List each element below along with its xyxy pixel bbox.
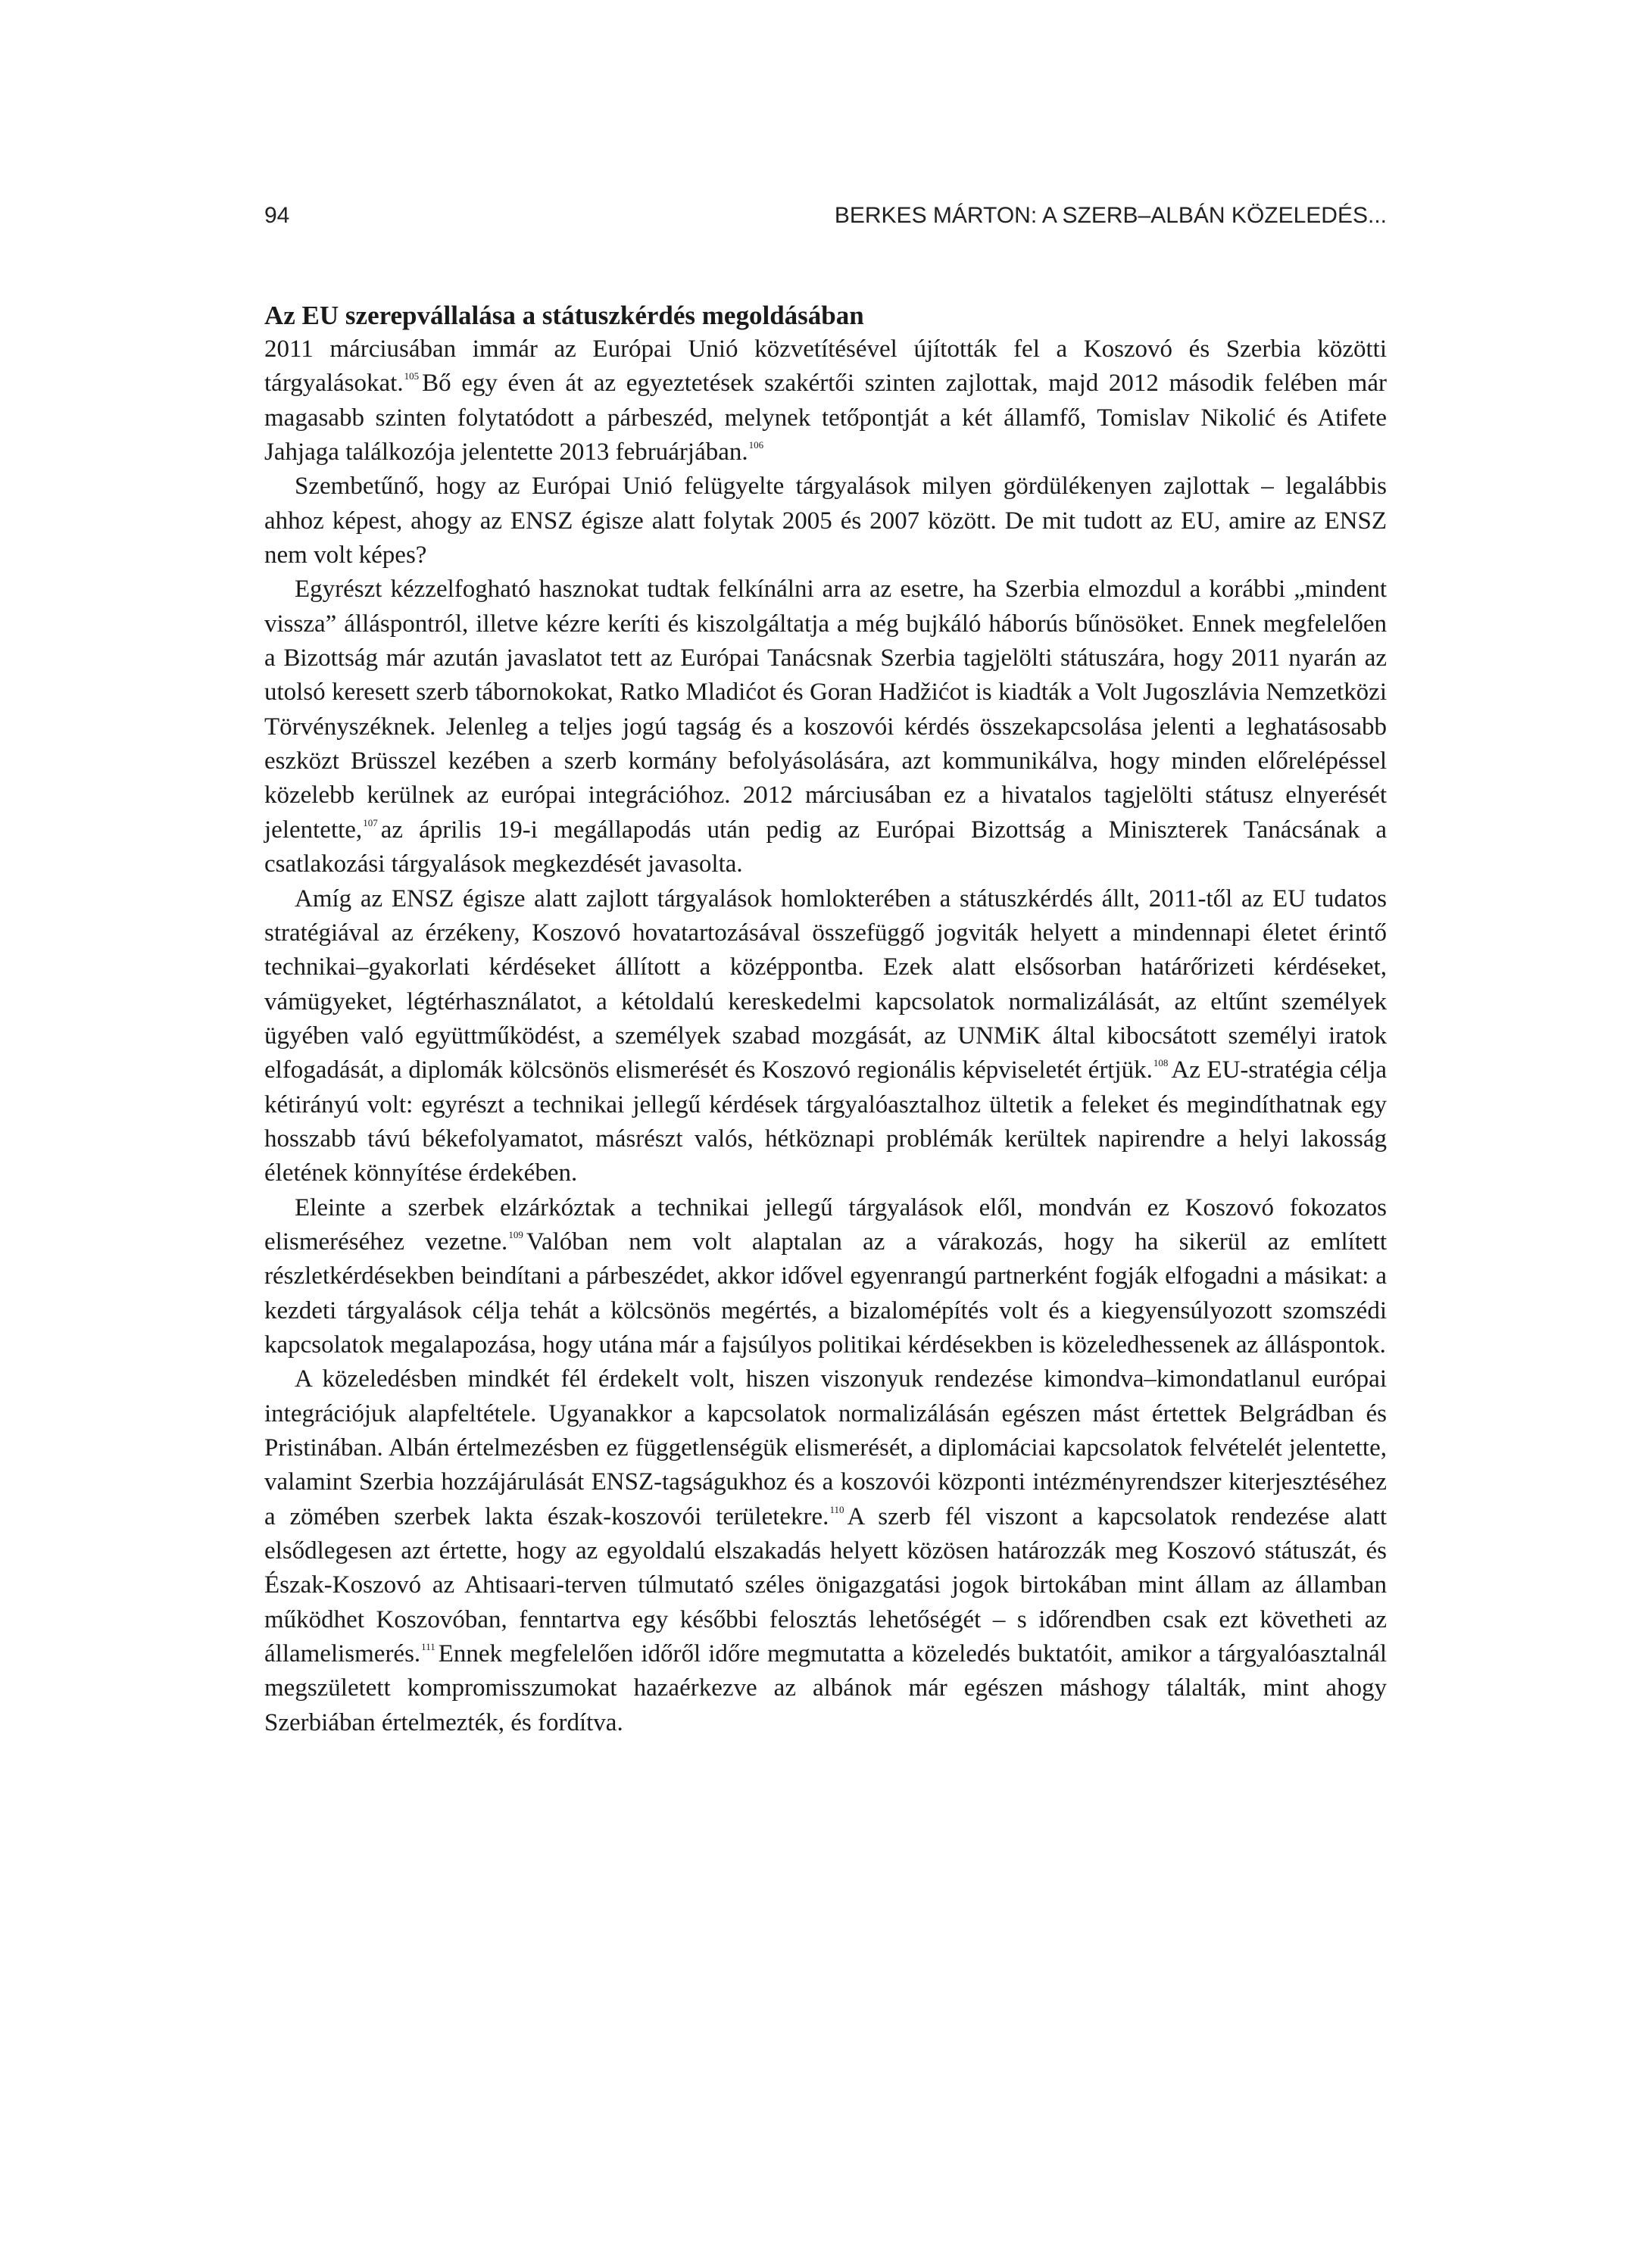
paragraph-text: Eleinte a szerbek elzárkóztak a technikai jellegű tárgyalások elől, mondván ez Koszovó fokozatos elismeréséhez vezetne. (264, 1193, 1387, 1256)
footnote-marker: 109 (508, 1228, 523, 1240)
paragraph-text: 2011 márciusában immár az Európai Unió közvetítésével újították fel a Koszovó és Szerbia közötti tárgyalásokat. (264, 335, 1387, 398)
paragraph-text: Az EU-stratégia célja kétirányú volt: egyrészt a technikai jellegű kérdések tárgyalóasztalhoz ültetik a feleket és megindíthatnak egy hosszabb távú békefolyamatot, másrészt valós, hétköznapi problémák kerültek napirendre a helyi lakosság életének könnyítése érdekében. (264, 1056, 1388, 1187)
paragraph-text: Egyrészt kézzelfogható hasznokat tudtak felkínálni arra az esetre, ha Szerbia elmozdul a korábbi „mindent vissza” álláspontról, illetve kézre keríti és kiszolgáltatja a még bujkáló háborús bűnösöket. Ennek megfelelően a Bizottság már azután javaslatot tett az Európai Tanácsnak Szerbia tagjelölti státuszára, hogy 2011 nyarán az utolsó keresett szerb tábornokokat, Ratko Mladićot és Goran Hadžićot is kiadták a Volt Jugoszlávia Nemzetközi Törvényszéknek. Jelenleg a teljes jogú tagság és a koszovói kérdés összekapcsolása jelenti a leghatásosabb eszközt Brüsszel kezében a szerb kormány befolyásolására, azt kommunikálva, hogy minden előrelépéssel közelebb kerülnek az európai integrációhoz. 2012 márciusában ez a hivatalos tagjelölti státusz elnyerését jelentette, (264, 576, 1387, 844)
paragraph-text: Szembetűnő, hogy az Európai Unió felügyelte tárgyalások milyen gördülékenyen zajlottak – legalábbis ahhoz képest, ahogy az ENSZ égisze alatt folytak 2005 és 2007 között. De mit tudott az EU, amire az ENSZ nem volt képes? (264, 473, 1387, 569)
paragraph-text: Ennek megfelelően időről időre megmutatta a közeledés buktatóit, amikor a tárgyalóasztalnál megszületett kompromisszumokat hazaérkezve az albánok már egészen máshogy tálalták, mint ahogy Szerbiában értelmezték, és fordítva. (264, 1640, 1387, 1736)
body-paragraph (264, 332, 1387, 470)
footnote-marker: 107 (363, 816, 378, 828)
paragraph-text: Bő egy éven át az egyeztetések szakértői szinten zajlottak, majd 2012 második felében már magasabb szinten folytatódott a párbeszéd, melynek tetőpontját a két államfő, Tomislav Nikolić és Atifete Jahjaga találkozója jelentette 2013 februárjában. (264, 370, 1387, 466)
footnote-marker: 108 (1153, 1057, 1169, 1069)
paragraph-text: Amíg az ENSZ égisze alatt zajlott tárgyalások homlokterében a státuszkérdés állt, 2011-től az EU tudatos stratégiával az érzékeny, Koszovó hovatartozásával összefüggő jogviták helyett a mindennapi életet érintő technikai–gyakorlati kérdéseket állított a középpontba. Ezek alatt elsősorban határőrizeti kérdéseket, vámügyeket, légtérhasználatot, a kétoldalú kereskedelmi kapcsolatok normalizálását, az eltűnt személyek ügyében való együttműködést, a személyek szabad mozgását, az UNMiK által kibocsátott személyi iratok elfogadását, a diplomák kölcsönös elismerését és Koszovó regionális képviseletét értjük. (264, 884, 1387, 1084)
footnote-marker: 105 (404, 370, 420, 382)
body-paragraph (264, 470, 1387, 572)
body-paragraph (264, 1191, 1387, 1363)
body-paragraph (264, 1362, 1387, 1740)
paragraph-text: az április 19-i megállapodás után pedig az Európai Bizottság a Miniszterek Tanácsának a csatlakozási tárgyalások megkezdését javasolta. (264, 816, 1387, 878)
paragraph-text: A szerb fél viszont a kapcsolatok rendezése alatt elsődlegesen azt értette, hogy az egyoldalú elszakadás helyett közösen határozzák meg Koszovó státuszát, és Észak-Koszovó az Ahtisaari-terven túlmutató széles önigazgatási jogok birtokában mint állam az államban működhet Koszovóban, fenntartva egy későbbi felosztás lehetőségét – s időrendben csak ezt követheti az államelismerés. (264, 1502, 1387, 1668)
page-number: 94 (264, 203, 290, 228)
body-paragraph (264, 882, 1387, 1191)
footnote-marker: 110 (829, 1503, 844, 1515)
footnote-marker: 106 (748, 439, 764, 451)
paragraph-list (264, 332, 1387, 1740)
running-title: BERKES MÁRTON: A SZERB–ALBÁN KÖZELEDÉS... (834, 203, 1387, 228)
paragraph-text: Valóban nem volt alaptalan az a várakozás, hogy ha sikerül az említett részletkérdésekben beindítani a párbeszédet, akkor idővel egyenrangú partnerként fogják elfogadni a másikat: a kezdeti tárgyalások célja tehát a kölcsönös megértés, a bizalomépítés volt és a kiegyensúlyozott szomszédi kapcsolatok megalapozása, hogy utána már a fajsúlyos politikai kérdésekben is közeledhessenek az álláspontok. (264, 1228, 1387, 1359)
section-title: Az EU szerepvállalása a státuszkérdés megoldásában (264, 301, 864, 330)
footnote-marker: 111 (421, 1641, 435, 1653)
body-paragraph (264, 572, 1387, 881)
document-body (264, 298, 1387, 1740)
paragraph-text: A közeledésben mindkét fél érdekelt volt, hiszen viszonyuk rendezése kimondva–kimondatlanul európai integrációjuk alapfeltétele. Ugyanakkor a kapcsolatok normalizálásán egészen mást értettek Belgrádban és Pristinában. Albán értelmezésben ez függetlenségük elismerését, a diplomáciai kapcsolatok felvételét jelentette, valamint Szerbia hozzájárulását ENSZ-tagságukhoz és a koszovói központi intézményrendszer kiterjesztéséhez a zömében szerbek lakta észak-koszovói területekre. (264, 1365, 1387, 1530)
